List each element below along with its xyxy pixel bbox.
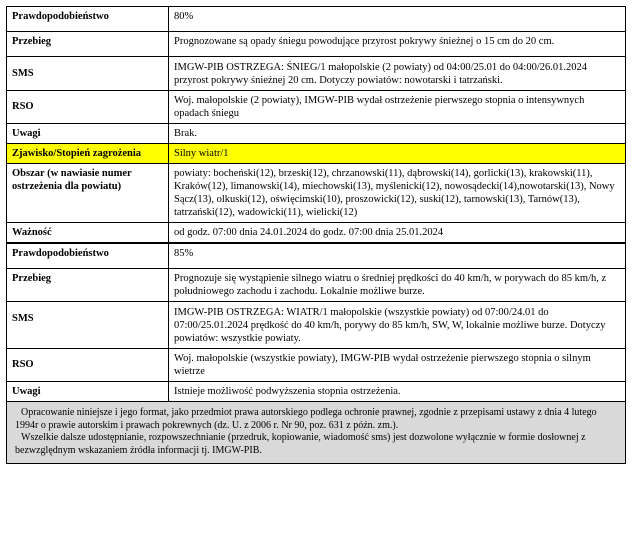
row-waznosc [7,223,626,244]
row-uwagi-2 [7,382,626,402]
label-uwagi: Uwagi [7,124,169,144]
value-zjawisko: Silny wiatr/1 [169,144,626,164]
label-sms: SMS [7,302,169,349]
label-rso: RSO [7,349,169,382]
row-przebieg-1 [7,32,626,57]
row-przebieg-2 [7,269,626,302]
label-prawdopodobienstwo: Prawdopodobieństwo [7,7,169,32]
label-uwagi: Uwagi [7,382,169,402]
row-obszar [7,164,626,223]
row-rso-2 [7,349,626,382]
label-waznosc: Ważność [7,223,169,244]
value-sms: IMGW-PIB OSTRZEGA: WIATR/1 małopolskie (wszystkie powiaty) od 07:00/24.01 do 07:00/25.01.2024 prędkość do 40 km/h, porywy do 85 km/h, SW, W, lokalnie możliwe burze. Dotyczy powiatów: wszystkie powiaty. [169,302,626,349]
label-obszar: Obszar (w nawiasie numer ostrzeżenia dla powiatu) [7,164,169,223]
value-prawdopodobienstwo: 85% [169,243,626,269]
warning-document [6,6,626,464]
value-uwagi: Brak. [169,124,626,144]
value-sms: IMGW-PIB OSTRZEGA: ŚNIEG/1 małopolskie (2 powiaty) od 04:00/25.01 do 04:00/26.01.2024 przyrost pokrywy śnieżnej 20 cm. Dotyczy powiatów: nowotarski i tatrzański. [169,57,626,91]
label-sms: SMS [7,57,169,91]
label-prawdopodobienstwo: Prawdopodobieństwo [7,243,169,269]
row-zjawisko [7,144,626,164]
value-przebieg: Prognozuje się wystąpienie silnego wiatru o średniej prędkości do 40 km/h, w porywach do 85 km/h, z południowego zachodu i zachodu. Lokalnie możliwe burze. [169,269,626,302]
label-zjawisko: Zjawisko/Stopień zagrożenia [7,144,169,164]
value-uwagi: Istnieje możliwość podwyższenia stopnia ostrzeżenia. [169,382,626,402]
label-przebieg: Przebieg [7,269,169,302]
value-waznosc: od godz. 07:00 dnia 24.01.2024 do godz. 07:00 dnia 25.01.2024 [169,223,626,244]
row-prawdopodobienstwo-2 [7,243,626,269]
row-sms-2 [7,302,626,349]
value-rso: Woj. małopolskie (wszystkie powiaty), IMGW-PIB wydał ostrzeżenie pierwszego stopnia o silnym wietrze [169,349,626,382]
redistribution-paragraph: Wszelkie dalsze udostępnianie, rozpowszechnianie (przedruk, kopiowanie, wiadomość sms) jest dozwolone wyłącznie w formie dosłownej z bezwzględnym wskazaniem źródła informacji tj. IMGW-PIB. [15,432,586,456]
row-uwagi-1 [7,124,626,144]
value-przebieg: Prognozowane są opady śniegu powodujące przyrost pokrywy śnieżnej o 15 cm do 20 cm. [169,32,626,57]
copyright-paragraph: Opracowanie niniejsze i jego format, jako przedmiot prawa autorskiego podlega ochronie prawnej, zgodnie z przepisami ustawy z dnia 4 lutego 1994r o prawie autorskim i prawach pokrewnych (dz. U. z 2006 r. Nr 90, poz. 631 z późn. zm.). [15,407,597,431]
label-rso: RSO [7,91,169,124]
warning-table [6,6,626,402]
row-prawdopodobienstwo-1 [7,7,626,32]
row-sms-1 [7,57,626,91]
value-prawdopodobienstwo: 80% [169,7,626,32]
value-obszar: powiaty: bocheński(12), brzeski(12), chrzanowski(11), dąbrowski(14), gorlicki(13), krakowski(11), Kraków(12), limanowski(14), miechowski(13), myślenicki(12), nowosądecki(14),nowotarski(13), Nowy Sącz(13), olkuski(12), oświęcimski(10), proszowicki(12), suski(12), tarnowski(13), Tarnów(13), tatrzański(12), wadowicki(11), wielicki(12) [169,164,626,223]
value-rso: Woj. małopolskie (2 powiaty), IMGW-PIB wydał ostrzeżenie pierwszego stopnia o intensywnych opadach śniegu [169,91,626,124]
row-rso-1 [7,91,626,124]
label-przebieg: Przebieg [7,32,169,57]
copyright-footer [6,402,626,464]
